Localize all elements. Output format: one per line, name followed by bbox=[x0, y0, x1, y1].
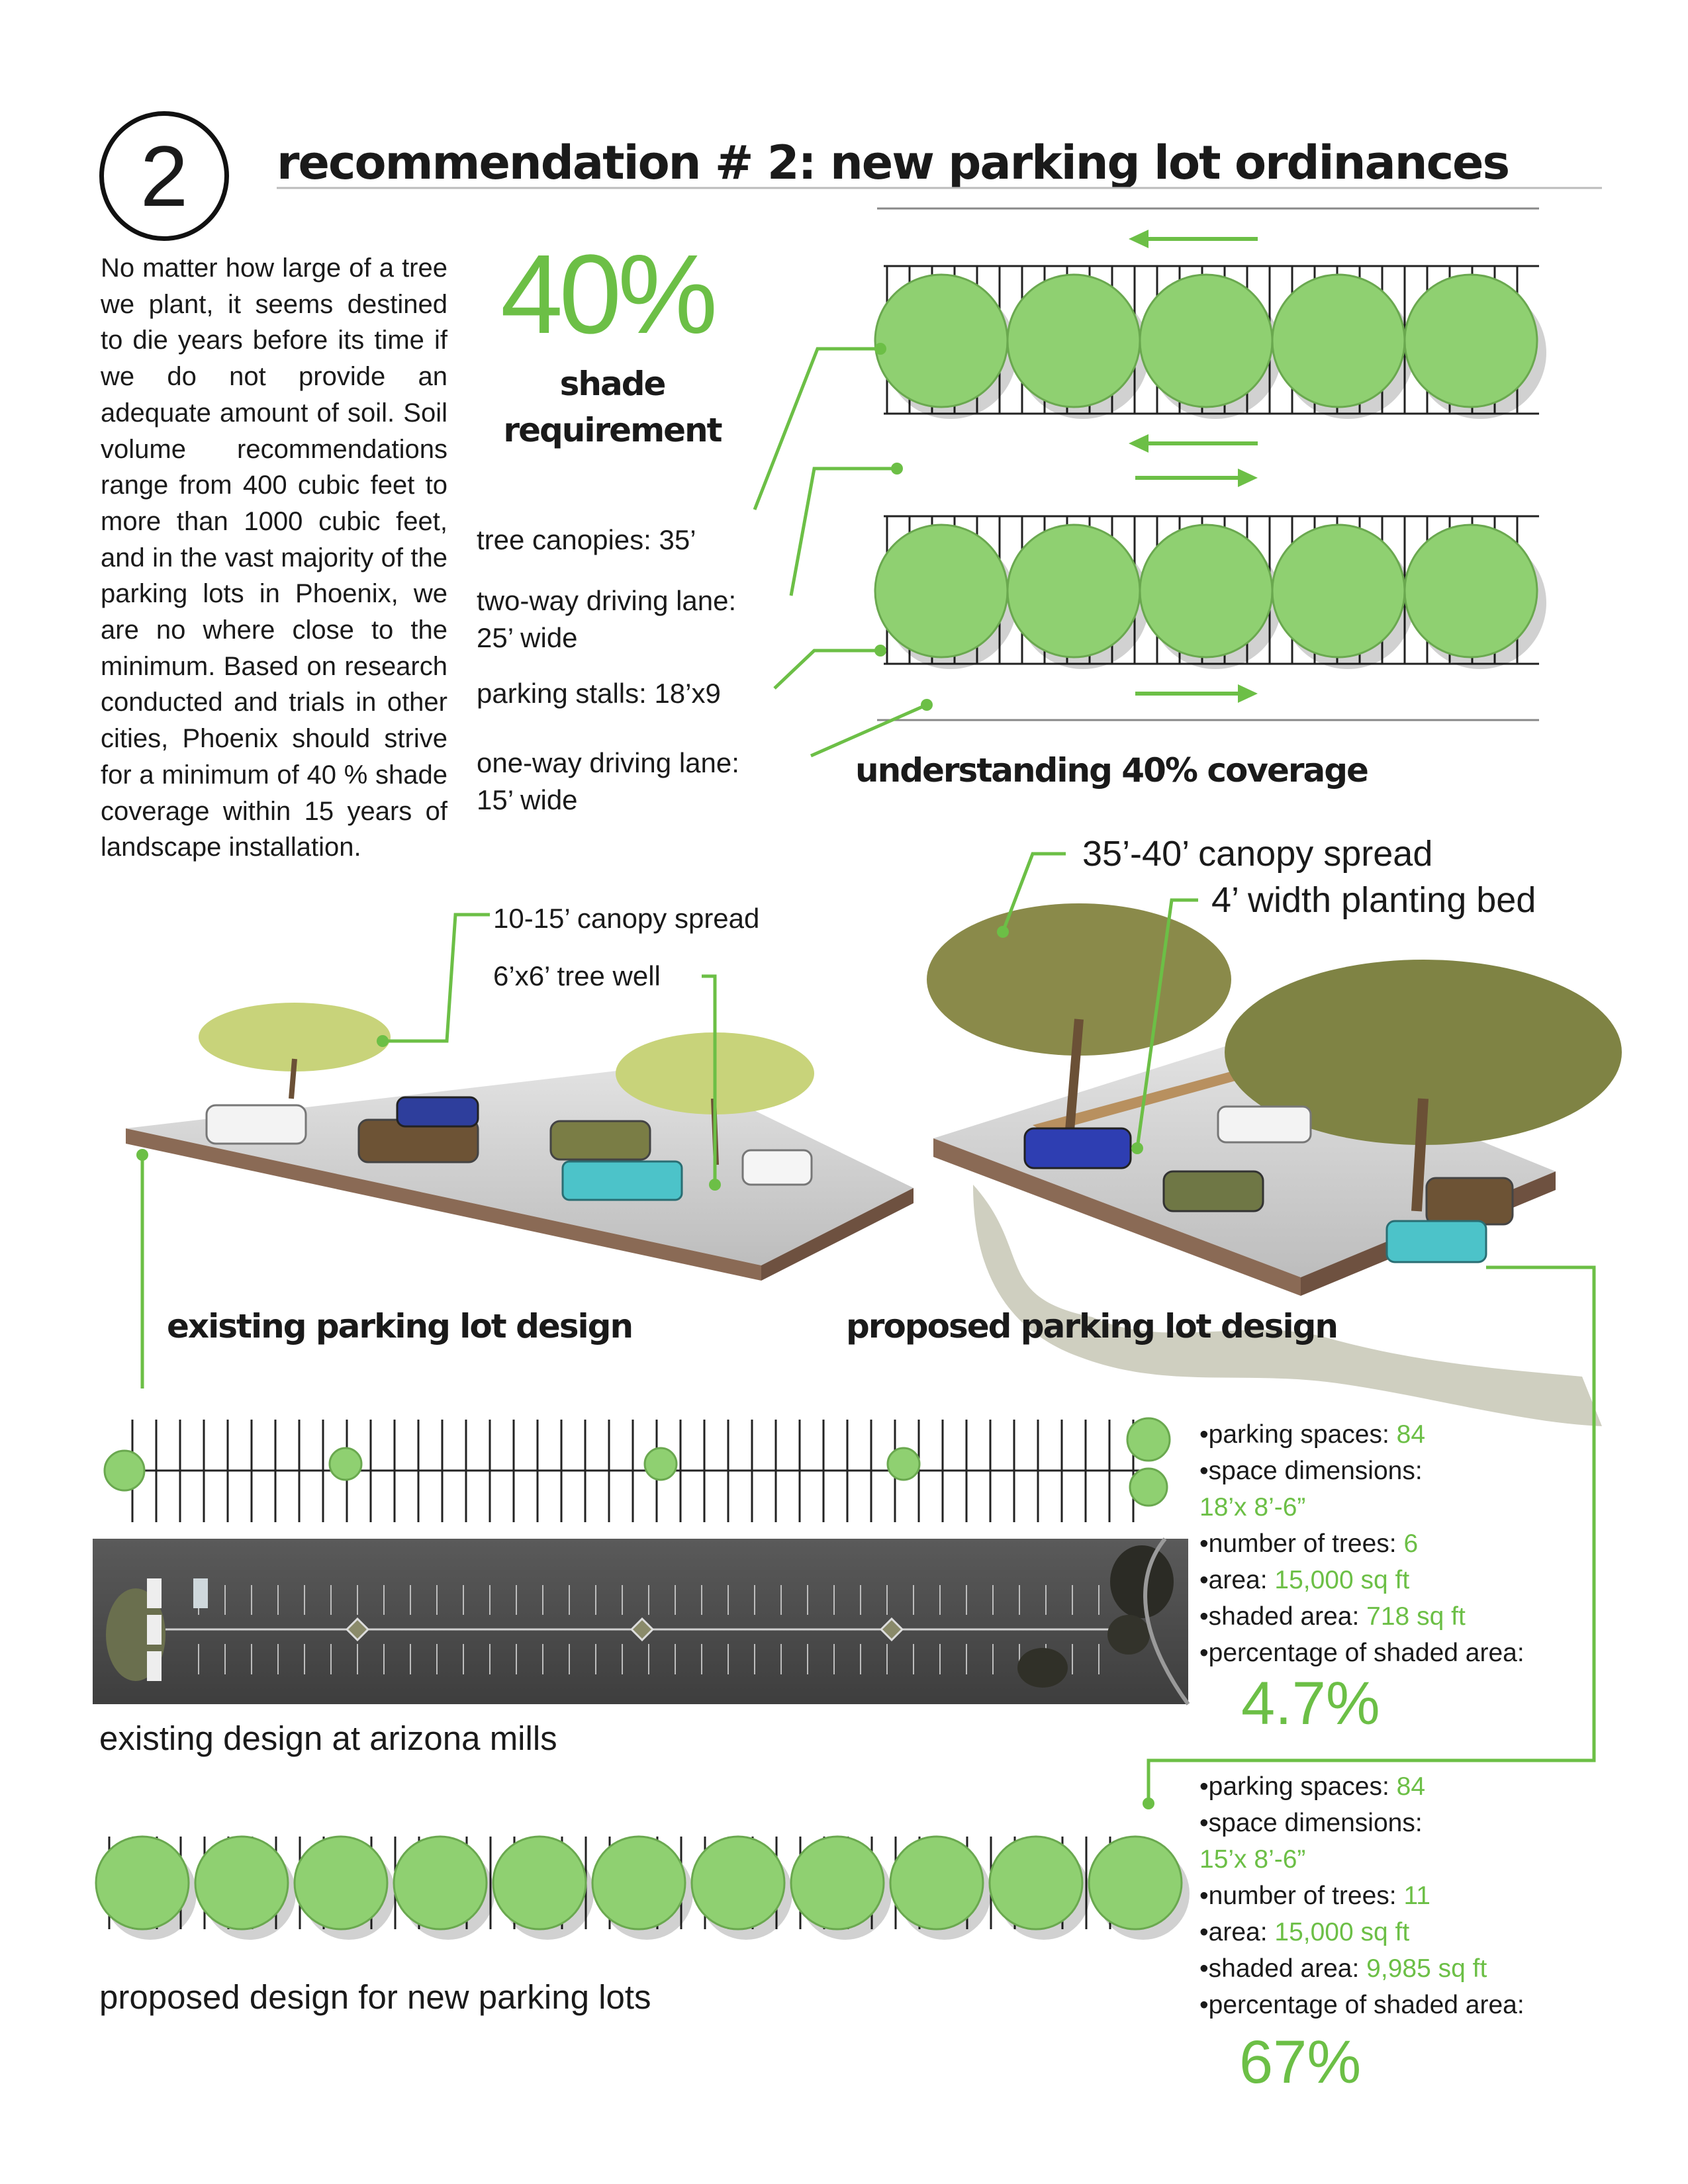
existing-shaded-label: •shaded area: bbox=[1199, 1602, 1367, 1631]
intro-paragraph: No matter how large of a tree we plant, it seems destined to die years before its time if we do not provide an adequate amount of soil. Soil volume recommendations range from 400 cubic feet to more than 1000 cubic feet, and in the vast majority of the parking lots in Phoenix, we are no where close to the minimum. Based on research conducted and trials in other cities, Phoenix should strive for a minimum of 40 % shade coverage within 15 years of landscape installation. bbox=[101, 253, 447, 862]
tree-canopy bbox=[1405, 275, 1537, 407]
tree-canopy bbox=[1405, 525, 1537, 657]
proposed-plan-trees bbox=[96, 1837, 1190, 1940]
shade-label-line2: requirement bbox=[503, 411, 722, 449]
proposed-dims-value: 15’x 8’-6” bbox=[1199, 1845, 1306, 1874]
tree-canopy bbox=[1008, 275, 1140, 407]
existing-plan-strip bbox=[122, 1420, 1155, 1522]
existing-spaces-label: •parking spaces: bbox=[1199, 1420, 1397, 1449]
existing-plan-trees bbox=[105, 1418, 1170, 1506]
proposed-lot-caption: proposed parking lot design bbox=[846, 1307, 1337, 1345]
proposed-dims-label: •space dimensions: bbox=[1199, 1809, 1423, 1837]
existing-tree-well-label: 6’x6’ tree well bbox=[493, 960, 661, 991]
tree-canopy bbox=[1008, 525, 1140, 657]
existing-lot-caption: existing parking lot design bbox=[167, 1307, 633, 1345]
coverage-caption: understanding 40% coverage bbox=[855, 751, 1368, 790]
tree-canopy bbox=[295, 1837, 387, 1929]
proposed-spaces-value: 84 bbox=[1396, 1772, 1426, 1801]
existing-spaces-row bbox=[1199, 1416, 1524, 1453]
tree-canopy bbox=[1140, 275, 1272, 407]
proposed-stats bbox=[1199, 1768, 1524, 2023]
shade-label-line1: shade bbox=[559, 365, 665, 403]
tree-canopies-label: tree canopies: 35’ bbox=[477, 524, 696, 555]
one-way-lane-line1: one-way driving lane: bbox=[477, 747, 739, 778]
tree-canopy bbox=[1140, 525, 1272, 657]
proposed-plan-caption: proposed design for new parking lots bbox=[99, 1978, 651, 2016]
tree-canopy bbox=[195, 1837, 288, 1929]
proposed-shaded-row bbox=[1199, 1950, 1524, 1987]
existing-plan-caption: existing design at arizona mills bbox=[99, 1719, 557, 1757]
tree-canopy bbox=[105, 1451, 144, 1490]
shade-requirement-label bbox=[503, 361, 722, 453]
proposed-pct-label: •percentage of shaded area: bbox=[1199, 1991, 1524, 2019]
existing-pct-value: 4.7% bbox=[1241, 1670, 1380, 1737]
proposed-planting-bed-label: 4’ width planting bed bbox=[1211, 880, 1536, 920]
tree-canopy bbox=[791, 1837, 884, 1929]
tree-canopy bbox=[493, 1837, 586, 1929]
section-number: 2 bbox=[140, 128, 189, 224]
tree-canopy bbox=[1089, 1837, 1182, 1929]
existing-trees-value: 6 bbox=[1403, 1529, 1419, 1558]
proposed-canopy-spread-label: 35’-40’ canopy spread bbox=[1082, 834, 1433, 874]
existing-area-label: •area: bbox=[1199, 1566, 1275, 1594]
existing-dims-value: 18’x 8’-6” bbox=[1199, 1493, 1306, 1522]
tree-canopy bbox=[96, 1837, 189, 1929]
tree-canopy bbox=[1127, 1418, 1170, 1461]
tree-canopy bbox=[1272, 275, 1405, 407]
existing-spaces-value: 84 bbox=[1396, 1420, 1426, 1449]
existing-shaded-value: 718 sq ft bbox=[1366, 1602, 1466, 1631]
page-title: recommendation # 2: new parking lot ordinances bbox=[277, 136, 1509, 190]
proposed-trees-value: 11 bbox=[1403, 1882, 1430, 1910]
proposed-area-label: •area: bbox=[1199, 1918, 1275, 1946]
tree-canopy bbox=[692, 1837, 784, 1929]
tree-canopy bbox=[890, 1837, 983, 1929]
two-way-lane-label bbox=[477, 582, 736, 657]
tree-canopy bbox=[888, 1448, 919, 1480]
proposed-area-value: 15,000 sq ft bbox=[1274, 1918, 1410, 1946]
tree-canopy bbox=[592, 1837, 685, 1929]
tree-canopy bbox=[1272, 525, 1405, 657]
existing-shaded-row bbox=[1199, 1598, 1524, 1635]
tree-canopy bbox=[1130, 1469, 1167, 1506]
shade-percent: 40% bbox=[500, 232, 714, 357]
existing-dims-label: •space dimensions: bbox=[1199, 1457, 1423, 1485]
canopies-row-1 bbox=[875, 275, 1546, 419]
existing-trees-row bbox=[1199, 1525, 1524, 1562]
proposed-lot-illustration bbox=[927, 903, 1622, 1426]
proposed-pct-value: 67% bbox=[1239, 2028, 1362, 2096]
tree-canopy bbox=[645, 1448, 677, 1480]
existing-trees-label: •number of trees: bbox=[1199, 1529, 1404, 1558]
tree-canopy bbox=[394, 1837, 487, 1929]
existing-canopy-spread-label: 10-15’ canopy spread bbox=[493, 903, 760, 934]
proposed-trees-label: •number of trees: bbox=[1199, 1882, 1404, 1910]
proposed-shaded-label: •shaded area: bbox=[1199, 1954, 1367, 1983]
tree-canopy bbox=[990, 1837, 1082, 1929]
proposed-spaces-row bbox=[1199, 1768, 1524, 1805]
existing-area-value: 15,000 sq ft bbox=[1274, 1566, 1410, 1594]
two-way-lane-line2: 25’ wide bbox=[477, 622, 578, 653]
parking-stalls-label: parking stalls: 18’x9 bbox=[477, 678, 721, 709]
existing-area-row bbox=[1199, 1562, 1524, 1598]
proposed-shaded-value: 9,985 sq ft bbox=[1366, 1954, 1487, 1983]
proposed-trees-row bbox=[1199, 1878, 1524, 1914]
existing-lot-illustration bbox=[126, 1003, 914, 1281]
proposed-area-row bbox=[1199, 1914, 1524, 1950]
tree-canopy bbox=[330, 1448, 361, 1480]
tree-canopy bbox=[875, 525, 1008, 657]
one-way-lane-label bbox=[477, 745, 739, 819]
aerial-photo bbox=[93, 1539, 1188, 1704]
canopies-row-2 bbox=[875, 525, 1546, 669]
one-way-lane-line2: 15’ wide bbox=[477, 784, 578, 815]
tree-canopy bbox=[875, 275, 1008, 407]
existing-pct-label: •percentage of shaded area: bbox=[1199, 1639, 1524, 1667]
existing-stats bbox=[1199, 1416, 1524, 1671]
two-way-lane-line1: two-way driving lane: bbox=[477, 585, 737, 616]
proposed-spaces-label: •parking spaces: bbox=[1199, 1772, 1397, 1801]
